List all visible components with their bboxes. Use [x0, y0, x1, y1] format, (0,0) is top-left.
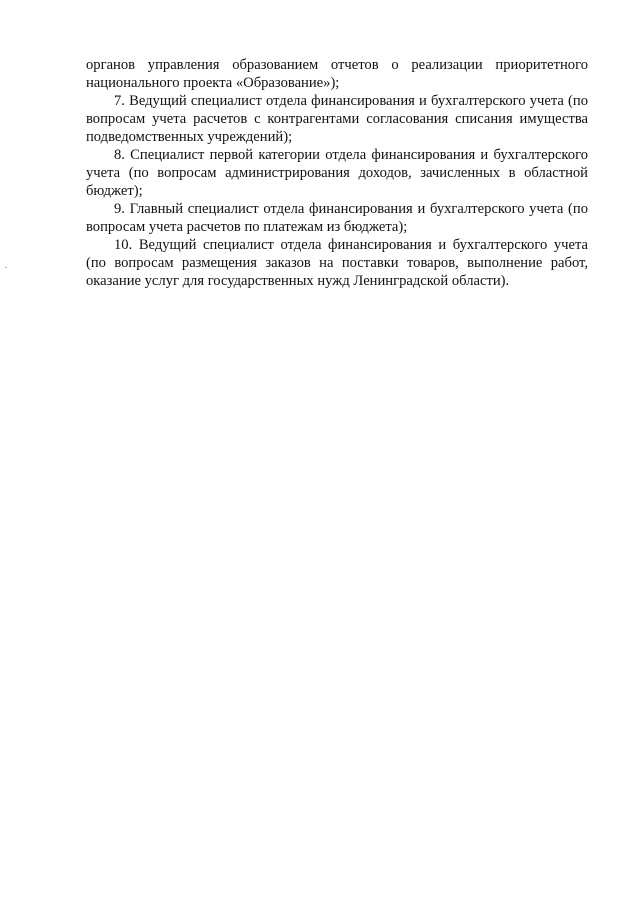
- paragraph-item-9: 9. Главный специалист отдела финансирования и бухгалтерского учета (по вопросам учета расчетов по платежам из бюджета);: [86, 201, 588, 235]
- paragraph-item-7: 7. Ведущий специалист отдела финансирования и бухгалтерского учета (по вопросам учета расчетов с контрагентами согласования списания имущества подведомственных учреждений);: [86, 93, 588, 145]
- paragraph-item-8: 8. Специалист первой категории отдела финансирования и бухгалтерского учета (по вопросам администрирования доходов, зачисленных в областной бюджет);: [86, 147, 588, 199]
- body-text: [86, 56, 588, 290]
- paragraph-item-10: 10. Ведущий специалист отдела финансирования и бухгалтерского учета (по вопросам размещения заказов на поставки товаров, выполнение работ, оказание услуг для государственных нужд Ленинградской области).: [86, 237, 588, 289]
- paragraph-continuation: органов управления образованием отчетов о реализации приоритетного национального проекта «Образование»);: [86, 57, 588, 91]
- scan-margin-mark: ·: [4, 262, 8, 274]
